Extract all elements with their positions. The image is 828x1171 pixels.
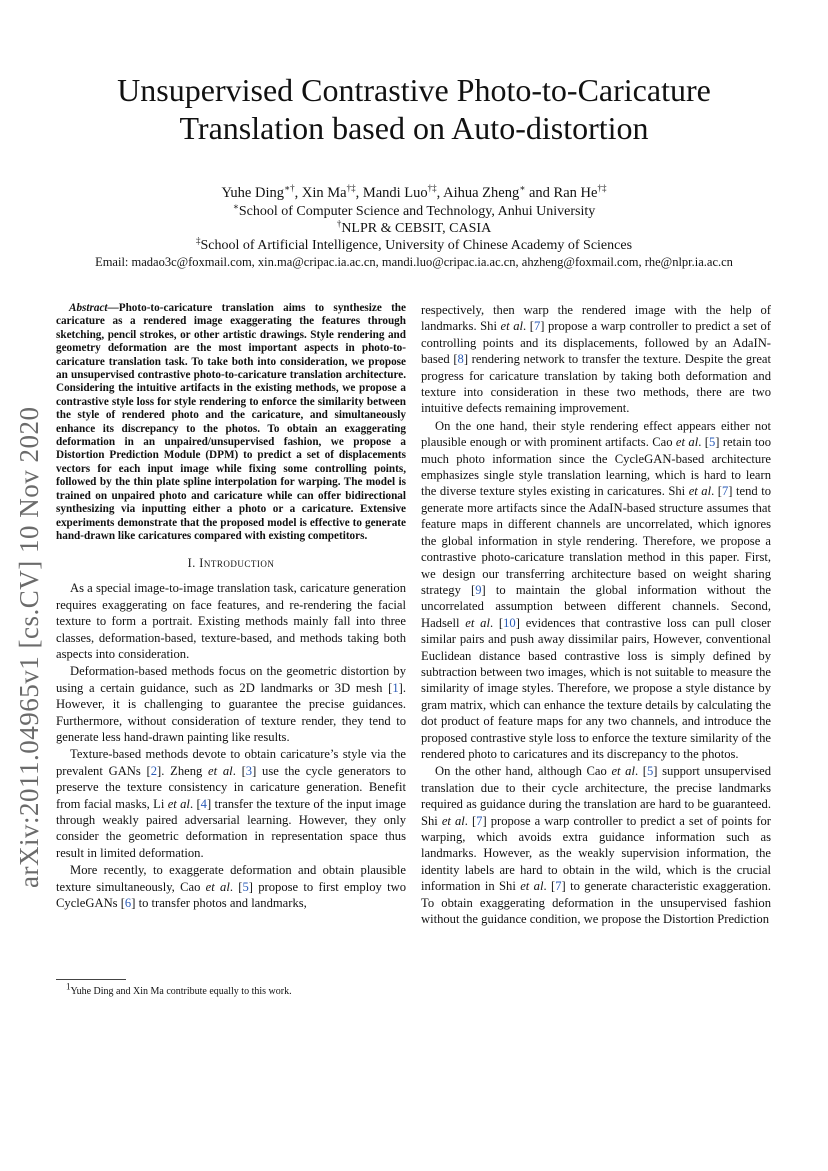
author-affiliation-mark: ∗† xyxy=(283,183,295,194)
affiliation-mark: ∗ xyxy=(232,201,239,212)
affiliation-text: School of Computer Science and Technology, Anhui University xyxy=(238,204,596,219)
author-affiliation-mark: †‡ xyxy=(597,183,607,194)
affiliation-line xyxy=(40,220,788,237)
right-column xyxy=(421,302,771,927)
text-run: . xyxy=(543,879,552,894)
paragraph: Texture-based methods devote to obtain caricature’s style via the prevalent GANs [2]. Zheng et al. [3] use the cycle generators to preserve the texture consistency in caricature generation. Benefit from facial masks, Li et al. [4] transfer the texture of the input image through weakly paired adversarial learning. However, they only consider the geometric deformation in representation space thus result in limited deformation. xyxy=(56,747,406,860)
citation-link[interactable]: 7 xyxy=(476,813,483,828)
et-al-italic: et al xyxy=(675,435,699,450)
text-run: Texture-based methods devote to obtain caricature’s style via the prevalent GANs xyxy=(56,747,406,778)
author-affiliation-mark: †‡ xyxy=(346,183,356,194)
citation-link[interactable]: 5 xyxy=(242,879,249,894)
citation-link[interactable]: 5 xyxy=(646,764,654,779)
footnote-divider xyxy=(56,979,126,980)
text-run: More recently, to exaggerate deformation and obtain plausible texture simultaneously, Cao xyxy=(56,863,406,894)
left-column xyxy=(56,302,406,911)
author-name: Aihua Zheng xyxy=(443,185,520,201)
affiliation-line xyxy=(40,237,788,254)
et-al-italic: et al xyxy=(688,484,712,499)
title-line-1: Unsupervised Contrastive Photo-to-Caricature xyxy=(117,72,711,108)
author-names xyxy=(40,184,788,203)
text-run: to generate characteristic exaggeration. To obtain exaggerating deformation in the unsupervised fashion without the guidance condition, we propose the Distortion Prediction xyxy=(421,879,771,927)
text-run: transfer the texture of the input image through weakly paired adversarial learning. However, they only consider the geometric deformation in representation space thus result in limited deformation. xyxy=(56,796,406,860)
citation-link[interactable]: 3 xyxy=(245,763,253,778)
text-run: use the cycle generators to preserve the texture consistency in caricature generation. Benefit from facial masks, Li xyxy=(56,763,406,811)
citation-link[interactable]: 9 xyxy=(475,582,482,597)
text-run: On the one hand, their style rendering effect appears either not plausible enough or with prominent artifacts. Cao xyxy=(421,418,771,450)
citation-link[interactable]: 7 xyxy=(555,879,562,894)
author-name: Ran He xyxy=(553,185,598,201)
citation-link[interactable]: 6 xyxy=(124,896,132,911)
text-run: . xyxy=(229,879,239,894)
et-al-italic: et al xyxy=(611,764,635,779)
text-run: . xyxy=(489,615,499,630)
paragraph: respectively, then warp the rendered image with the help of landmarks. Shi et al. [7] propose a warp controller to predict a set of controlling points and its displacements, followed by an AdaIN-based [8] rendering network to transfer the texture. Despite the great progress for caricature translation by taking both deformation and texture into consideration in these two methods, there are two intuitive defects remaining improvement. xyxy=(421,303,771,416)
author-name: Mandi Luo xyxy=(362,185,428,201)
author-block xyxy=(40,184,788,271)
text-run: evidences that contrastive loss can pull closer similar pairs and push away dissimilar pairs, However, conventional Euclidean distance based contrastive loss is simply defined by subtraction between two images, which is not suitable to measure the similarity of image styles. Therefore, we propose a style distance by gram matrix, which can enhance the texture details by calculating the dot product of feature maps for any two channels, and introduce the proposed contrastive style loss to enforce the texture similarity of the rendered photo to caricatures and its discrepancy to the photos. xyxy=(421,615,771,761)
affiliation-mark: ‡ xyxy=(195,235,201,246)
et-al-italic: et al xyxy=(208,763,233,778)
author-separator: , xyxy=(294,185,302,201)
citation-link[interactable]: 7 xyxy=(721,484,729,499)
author-affiliation-mark: †‡ xyxy=(427,183,437,194)
paragraph: On the other hand, although Cao et al. [5] support unsupervised translation due to their cycle architecture, the precise landmarks required as guidance during the translation are hard to be guaranteed. Shi et al. [7] propose a warp controller to predict a set of points for warping, which avoids extra guidance information such as landmarks. However, as the weakly supervision information, the identity labels are hard to obtain in the wild, which is the crucial information in Shi et al. [7] to generate characteristic exaggeration. To obtain exaggerating deformation in the unsupervised fashion without the guidance condition, we propose the Distortion Prediction xyxy=(421,764,771,927)
paragraph: On the one hand, their style rendering effect appears either not plausible enough or with prominent artifacts. Cao et al. [5] retain too much photo information since the CycleGAN-based architecture emphasizes single style translation learning, which is hard to learn the diverse texture styles existing in caricatures. Shi et al. [7] tend to generate more artifacts since the AdaIN-based structure assumes that feature maps in different channels are uncorrelated, which ignores the global information in style rendering. Therefore, we propose a contrastive photo-caricature translation method in this paper. First, we design our transferring architecture based on weight sharing strategy [9] to maintain the global information without the uncorrelated assumption between different channels. Second, Hadsell et al. [10] evidences that contrastive loss can pull closer similar pairs and push away dissimilar pairs, However, conventional Euclidean distance based contrastive loss is simply defined by subtraction between two images, which is not suitable to measure the similarity of image styles. Therefore, we propose a style distance by gram matrix, which can enhance the texture details by calculating the dot product of feature maps for any two channels, and introduce the proposed contrastive style loss to enforce the texture similarity of the rendered photo to caricatures and its discrepancy to the photos. xyxy=(421,418,772,761)
et-al-italic: et al xyxy=(500,319,524,334)
text-run: . However, it is challenging to guarantee the precise guidances. Furthermore, without consideration of texture render, they tend to generate less hand-drawn painting like results. xyxy=(56,680,406,744)
author-separator: and xyxy=(525,185,554,201)
section-title: Introduction xyxy=(199,556,275,571)
affiliation-text: NLPR & CEBSIT, CASIA xyxy=(341,221,492,236)
citation-link[interactable]: 7 xyxy=(533,319,541,334)
paper-title xyxy=(60,71,768,147)
affiliation-mark: † xyxy=(336,218,342,229)
footnote-mark: 1 xyxy=(66,981,71,992)
author-affiliation-mark: ∗ xyxy=(519,183,526,194)
citation-link[interactable]: 5 xyxy=(708,435,716,450)
author-separator: , xyxy=(355,185,363,201)
text-run: . xyxy=(232,763,242,778)
text-run: rendering network to transfer the texture. Despite the great progress for caricature translation by taking both deformation and texture into consideration in these two methods, there are two intuitive defects remaining improvement. xyxy=(421,352,771,416)
abstract-text: —Photo-to-caricature translation aims to synthesize the caricature as a rendered image exaggerating the features through sketching, pencil strokes, or other artistic drawings. Style rendering and geometry deformation are the most important aspects in photo-to-caricature translation task. To take both into consideration, we propose an unsupervised contrastive photo-to-caricature translation architecture. Considering the intuitive artifacts in the existing methods, we propose a contrastive style loss for style rendering to enforce the similarity between the style of rendered photo and the caricature, and simultaneously enhance its discrepancy to the photos. To obtain an exaggerating deformation in an unpaired/unsupervised fashion, we propose a Distortion Prediction Module (DPM) to predict a set of displacements vectors for each input image while fixing some controlling points, followed by the thin plate spline interpolation for warping. The model is trained on unpaired photo and caricature while can offer bidirectional synthesizing via inputting either a photo or a caricature. Extensive experiments demonstrate that the proposed model is effective to generate hand-drawn like caricatures compared with existing competitors. xyxy=(56,302,406,542)
citation-link[interactable]: 1 xyxy=(392,680,399,695)
footnote xyxy=(66,981,292,997)
text-run: . xyxy=(189,796,197,811)
affiliation-text: School of Artificial Intelligence, University of Chinese Academy of Sciences xyxy=(200,238,633,253)
text-run: retain too much photo information since the CycleGAN-based architecture emphasizes single style translation learning, which is hard to learn the diverse texture styles existing in caricatures. Shi xyxy=(421,435,771,499)
author-name: Xin Ma xyxy=(301,185,347,201)
section-heading-introduction xyxy=(56,556,406,571)
abstract xyxy=(56,302,406,543)
author-emails: Email: madao3c@foxmail.com, xin.ma@cripac.ia.ac.cn, mandi.luo@cripac.ia.ac.cn, ahzheng@foxmail.com, rhe@nlpr.ia.ac.cn xyxy=(95,255,733,269)
paragraph: More recently, to exaggerate deformation and obtain plausible texture simultaneously, Cao et al. [5] propose to first employ two CycleGANs [6] to transfer photos and landmarks, xyxy=(56,863,406,911)
text-run: to maintain the global information without the uncorrelated assumption between different channels. Second, Hadsell xyxy=(421,582,772,630)
text-run: On the other hand, although Cao xyxy=(435,764,612,779)
text-run: . xyxy=(634,764,643,779)
title-line-2: Translation based on Auto-distortion xyxy=(179,110,649,146)
text-run: . Zheng xyxy=(161,763,209,778)
section-number: I. xyxy=(187,556,196,571)
paragraph: Deformation-based methods focus on the geometric distortion by using a certain guidance, such as 2D landmarks or 3D mesh [1]. However, it is challenging to guarantee the precise guidances. Furthermore, without consideration of texture render, they tend to generate less hand-drawn painting like results. xyxy=(56,664,406,744)
introduction-left xyxy=(56,580,406,911)
text-run: tend to generate more artifacts since the AdaIN-based structure assumes that feature maps in different channels are uncorrelated, which ignores the global information in style rendering. Therefore, we propose a contrastive photo-caricature translation method in this paper. First, we design our transferring architecture based on weight sharing strategy xyxy=(421,484,771,597)
text-run: propose a warp controller to predict a set of points for warping, which avoids extra guidance information such as landmarks. However, as the weakly supervision information, the identity labels are hard to obtain in the wild, which is the crucial information in Shi xyxy=(421,813,771,894)
text-run: . xyxy=(523,319,530,334)
text-run: support unsupervised translation due to their cycle architecture, the precise landmarks required as guidance during the translation are hard to be guaranteed. Shi xyxy=(421,764,771,828)
abstract-label: Abstract xyxy=(69,302,108,314)
text-run: Deformation-based methods focus on the geometric distortion by using a certain guidance, such as 2D landmarks or 3D mesh xyxy=(56,664,406,695)
text-run: . xyxy=(711,484,718,499)
citation-link[interactable]: 10 xyxy=(503,615,516,630)
citation-link[interactable]: 4 xyxy=(200,796,207,811)
abstract-paragraph xyxy=(56,302,406,543)
citation-link[interactable]: 8 xyxy=(457,352,464,367)
author-separator: , xyxy=(436,185,444,201)
affiliation-line xyxy=(40,203,788,220)
arxiv-identifier: arXiv:2011.04965v1 [cs.CV] 10 Nov 2020 xyxy=(14,406,44,888)
footnote-text: Yuhe Ding and Xin Ma contribute equally to this work. xyxy=(70,986,292,997)
et-al-italic: et al xyxy=(441,813,465,828)
paragraph: As a special image-to-image translation task, caricature generation requires exaggerating on face features, and re-rendering the facial texture to form a portrait. Existing methods mainly fall into three classes, deformation-based, texture-based, and methods taking both aspects into consideration. xyxy=(56,581,406,661)
et-al-italic: et al xyxy=(205,879,230,894)
citation-link[interactable]: 2 xyxy=(150,763,158,778)
author-name: Yuhe Ding xyxy=(221,185,284,201)
text-run: propose a warp controller to predict a set of controlling points and its displacements, followed by an AdaIN-based xyxy=(421,319,771,367)
text-run: propose to first employ two CycleGANs xyxy=(56,879,406,911)
text-run: respectively, then warp the rendered image with the help of landmarks. Shi xyxy=(421,303,771,334)
et-al-italic: et al xyxy=(167,796,190,811)
et-al-italic: et al xyxy=(520,879,544,894)
text-run: . xyxy=(698,435,705,450)
et-al-italic: et al xyxy=(465,615,490,630)
text-run: . xyxy=(464,813,472,828)
text-run: to transfer photos and landmarks, xyxy=(135,896,307,911)
